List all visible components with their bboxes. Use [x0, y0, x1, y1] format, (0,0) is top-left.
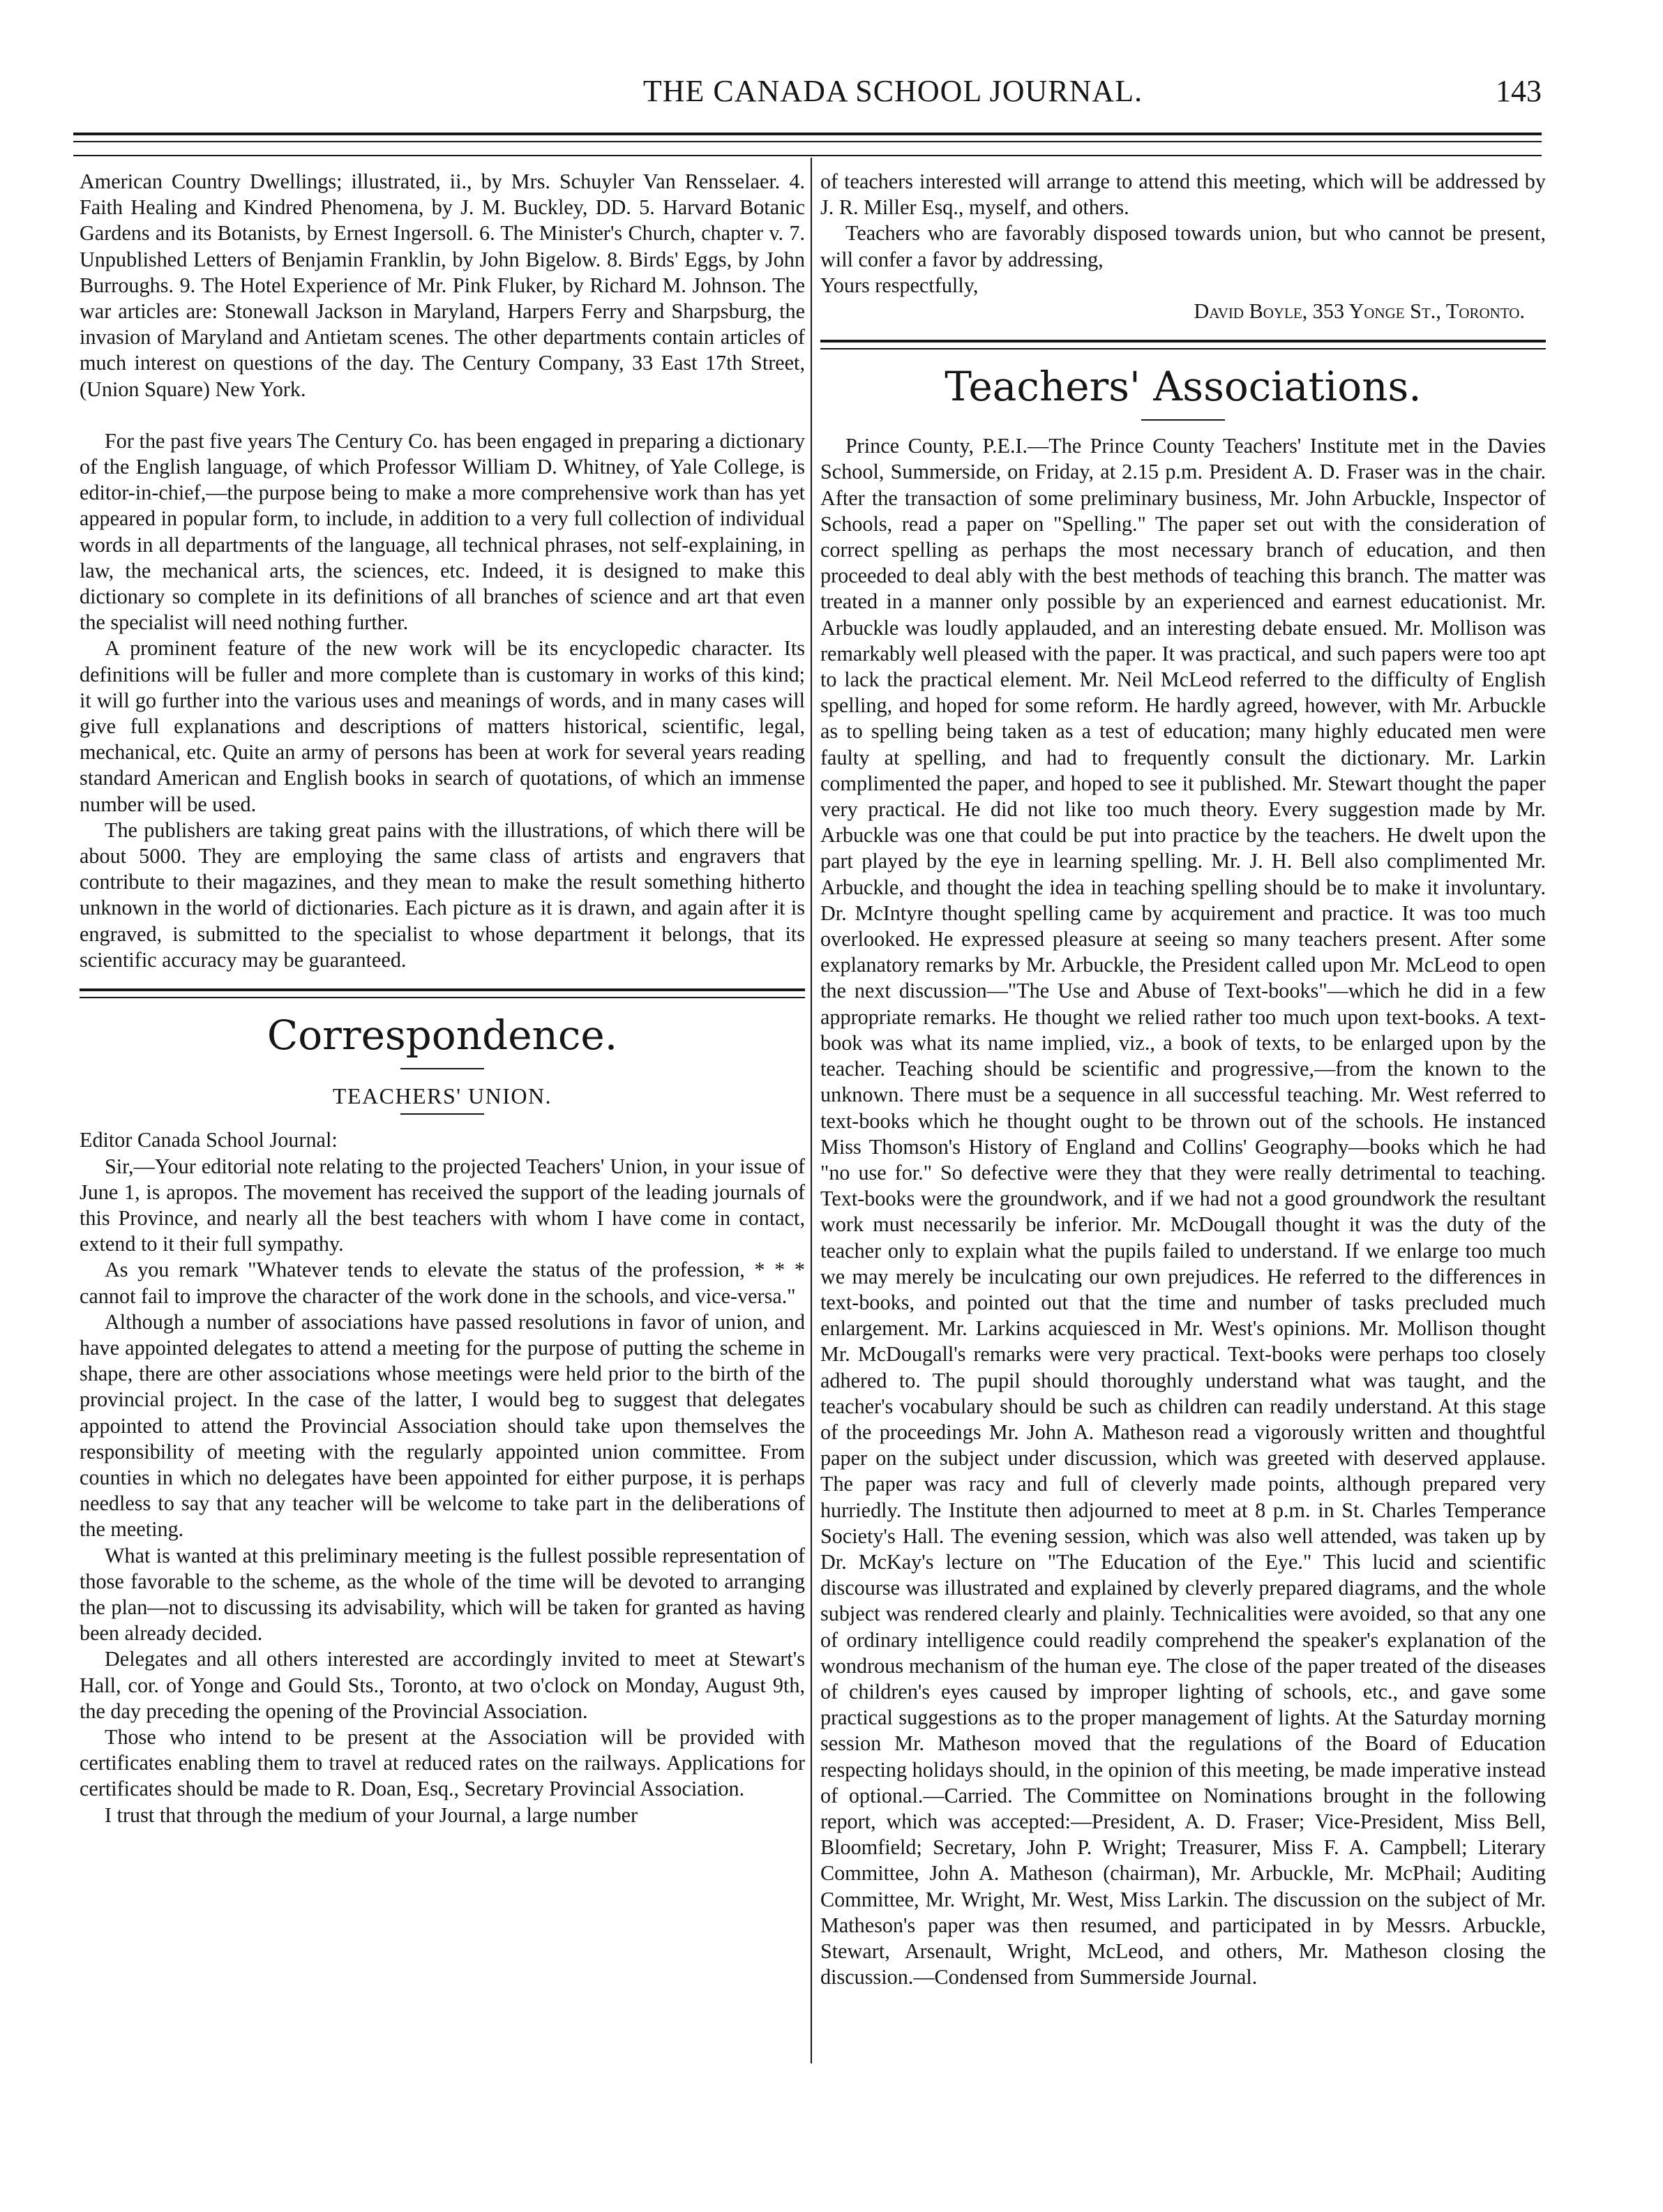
- letter-paragraph-6: Those who intend to be present at the Association will be provided with certificates enabling them to travel at reduced rates on the railways. Applications for certificates should be made to R. Doan, Esq., Secretary Provincial Association.: [80, 1724, 805, 1801]
- heading-underline: [400, 1068, 484, 1069]
- century-contents-paragraph: American Country Dwellings; illustrated, ii., by Mrs. Schuyler Van Rensselaer. 4. Faith Healing and Kindred Phenomena, by J. M. Buckley, DD. 5. Harvard Botanic Gardens and its Botanists, by Ernest Ingersoll. 6. The Minister's Church, chapter v. 7. Unpublished Letters of Benjamin Franklin, by John Bigelow. 8. Birds' Eggs, by John Burroughs. 9. The Hotel Experience of Mr. Pink Fluker, by Richard M. Johnson. The war articles are: Stonewall Jackson in Maryland, Harpers Ferry and Sharpsburg, the invasion of Maryland and Antietam scenes. The other departments contain articles of much interest on questions of the day. The Century Company, 33 East 17th Street, (Union Square) New York.: [80, 170, 805, 401]
- prince-county-report: Prince County, P.E.I.—The Prince County Teachers' Institute met in the Davies School, Summerside, on Friday, at 2.15 p.m. President A. D. Fraser was in the chair. After the transaction of some preliminary business, Mr. John Arbuckle, Inspector of Schools, read a paper on "Spelling." The paper set out with the consideration of correct spelling as perhaps the most necessary branch of education, and then proceeded to deal ably with the best methods of teaching this branch. The matter was treated in a manner only possible by an experienced and earnest educationist. Mr. Arbuckle was loudly applauded, and an interesting debate ensued. Mr. Mollison was remarkably well pleased with the paper. It was practical, and such papers were too apt to lack the practical element. Mr. Neil McLeod referred to the difficulty of English spelling, and hoped for some reform. He hardly agreed, however, with Mr. Arbuckle as to spelling being taken as a test of education; many highly educated men were faulty at spelling, and had to frequently consult the dictionary. Mr. Larkin complimented the paper, and hoped to see it published. Mr. Stewart thought the paper very practical. He did not like too much theory. Every suggestion made by Mr. Arbuckle was one that could be put into practice by the teachers. He dwelt upon the part played by the eye in learning spelling. Mr. J. H. Bell also complimented Mr. Arbuckle, and thought the idea in teaching spelling should be to make it involuntary. Dr. McIntyre thought spelling came by acquirement and practice. It was too much overlooked. He expressed pleasure at seeing so many teachers present. After some explanatory remarks by Mr. Arbuckle, the President called upon Mr. McLeod to open the next discussion—"The Use and Abuse of Text-books"—which he did in a few appropriate remarks. He thought we relied rather too much upon text-books. A text-book was what its name implied, viz., a book of texts, to be enlarged upon by the teacher. Teaching should be scientific and progressive,—from the known to the unknown. There must be a sequence in all successful teaching. Mr. West referred to text-books which he thought ought to be thrown out of the schools. He instanced Miss Thomson's History of England and Collins' Geography—books which he had "no use for." So defective were they that they were really detrimental to teaching. Text-books were the groundwork, and if we had not a good groundwork the resultant work must necessarily be inferior. Mr. McDougall thought it was the duty of the teacher only to explain what the pupils failed to understand. If we enlarge too much we may merely be inculcating our own prejudices. He referred to the differences in text-books, and pointed out that the time and number of tasks precluded much enlargement. Mr. Larkins acquiesced in Mr. West's opinions. Mr. Mollison thought Mr. McDougall's remarks were very practical. Text-books were perhaps too closely adhered to. The pupil should thoroughly understand what was taught, and the teacher's vocabulary should be such as children can readily understand. At this stage of the proceedings Mr. John A. Matheson read a vigorously written and thoughtful paper on the subject under discussion, which was greeted with deserved applause. The paper was racy and full of cleverly made points, although prepared very hurriedly. The Institute then adjourned to meet at 8 p.m. in St. Charles Temperance Society's Hall. The evening session, which was also well attended, was taken up by Dr. McKay's lecture on "The Education of the Eye." This lucid and scientific discourse was illustrated and explained by cleverly prepared diagrams, and the whole subject was rendered clearly and plainly. Technicalities were avoided, so that any one of ordinary intelligence could readily comprehend the speaker's explanation of the wondrous mechanism of the human eye. The close of the paper treated of the diseases of children's eyes caused by improper lighting of schools, etc., and gave some practical suggestions as to the proper management of lights. At the Saturday morning session Mr. Matheson moved that the regulations of the Board of Education respecting holidays should, in the opinion of this meeting, be made imperative instead of optional.—Carried. The Committee on Nominations brought in the following report, which was accepted:—President, A. D. Fraser; Vice-President, Miss Bell, Bloomfield; Secretary, John P. Wright; Treasurer, Miss F. A. Campbell; Literary Committee, John A. Matheson (chairman), Mr. Arbuckle, Mr. McPhail; Auditing Committee, Mr. Wright, Mr. West, Miss Larkin. The discussion on the subject of Mr. Matheson's paper was then resumed, and participated in by Messrs. Arbuckle, Stewart, Arsenault, Wright, McLeod, and others, Mr. Matheson closing the discussion.—Condensed from Summerside Journal.: [820, 434, 1546, 1989]
- column-divider: [811, 158, 812, 2063]
- letter-paragraph-9: Teachers who are favorably disposed towards union, but who cannot be present, will confer a favor by addressing,: [820, 221, 1546, 271]
- page-header: [84, 73, 1549, 126]
- letter-paragraph-1: Sir,—Your editorial note relating to the projected Teachers' Union, in your issue of June 1, is apropos. The movement has received the support of the leading journals of this Province, and nearly all the best teachers with whom I have come in contact, extend to it their full sympathy.: [80, 1154, 805, 1256]
- letter-salutation: Editor Canada School Journal:: [80, 1128, 338, 1152]
- letter-paragraph-7: I trust that through the medium of your Journal, a large number: [105, 1803, 638, 1827]
- letter-paragraph-3: Although a number of associations have passed resolutions in favor of union, and have appointed delegates to attend a meeting for the purpose of putting the scheme in shape, there are other associations whose meetings were held prior to the birth of the provincial project. In the case of the latter, I would beg to suggest that delegates appointed to attend the Provincial Association should take upon themselves the responsibility of meeting with the regularly appointed union committee. From counties in which no delegates have been appointed for either purpose, it is perhaps needless to say that any teacher will be welcome to take part in the deliberations of the meeting.: [80, 1309, 805, 1542]
- section-rule: [820, 340, 1546, 355]
- letter-paragraph-8: of teachers interested will arrange to attend this meeting, which will be addressed by J. R. Miller Esq., myself, and others.: [820, 170, 1546, 220]
- subheading-underline: [400, 1113, 484, 1115]
- header-rule-lower: [73, 155, 1542, 156]
- letter-closing: Yours respectfully,: [820, 273, 979, 297]
- paragraph-gap: [80, 402, 805, 428]
- left-column: [80, 169, 805, 1828]
- header-rule-thin: [73, 141, 1542, 142]
- right-column: [820, 169, 1546, 1990]
- heading-underline: [1141, 419, 1225, 421]
- journal-title: THE CANADA SCHOOL JOURNAL.: [642, 74, 1143, 108]
- teachers-associations-heading: Teachers' Associations.: [945, 363, 1422, 411]
- correspondence-heading: Correspondence.: [266, 1011, 618, 1060]
- letter-paragraph-4: What is wanted at this preliminary meeting is the fullest possible representation of those favorable to the scheme, as the whole of the time will be devoted to arranging the plan—not to discussing its advisability, which will be taken for granted as having been already decided.: [80, 1543, 805, 1646]
- dictionary-paragraph-3: The publishers are taking great pains with the illustrations, of which there will be about 5000. They are employing the same class of artists and engravers that contribute to their magazines, and they mean to make the result something hitherto unknown in the world of dictionaries. Each picture as it is drawn, and again after it is engraved, is submitted to the specialist to whose department it belongs, that its scientific accuracy may be guaranteed.: [80, 818, 805, 972]
- header-rule-thick: [73, 133, 1542, 135]
- page-number: 143: [1496, 74, 1542, 108]
- letter-paragraph-2: As you remark "Whatever tends to elevate the status of the profession, * * * cannot fail to improve the character of the work done in the schools, and vice-versa.": [80, 1258, 805, 1308]
- letter-signature: David Boyle, 353 Yonge St., Toronto.: [1194, 299, 1525, 324]
- letter-paragraph-5: Delegates and all others interested are accordingly invited to meet at Stewart's Hall, cor. of Yonge and Gould Sts., Toronto, at two o'clock on Monday, August 9th, the day preceding the opening of the Provincial Association.: [80, 1647, 805, 1723]
- teachers-union-subheading: TEACHERS' UNION.: [332, 1083, 552, 1109]
- dictionary-paragraph-1: For the past five years The Century Co. has been engaged in preparing a dictionary of the English language, of which Professor William D. Whitney, of Yale College, is editor-in-chief,—the purpose being to make a more comprehensive work than has yet appeared in popular form, to include, in addition to a very full collection of individual words in all departments of the language, all technical phrases, not self-explaining, in law, the mechanical arts, the sciences, etc. Indeed, it is designed to make this dictionary so complete in its definitions of all branches of science and art that even the specialist will need nothing further.: [80, 428, 805, 635]
- section-rule: [80, 988, 805, 1004]
- dictionary-paragraph-2: A prominent feature of the new work will be its encyclopedic character. Its definitions will be fuller and more complete than is customary in works of this kind; it will go further into the various uses and meanings of words, and in many cases will give full explanations and descriptions of matters historical, scientific, legal, mechanical, etc. Quite an army of persons has been at work for several years reading standard American and English books in search of quotations, of which an immense number will be used.: [80, 636, 805, 816]
